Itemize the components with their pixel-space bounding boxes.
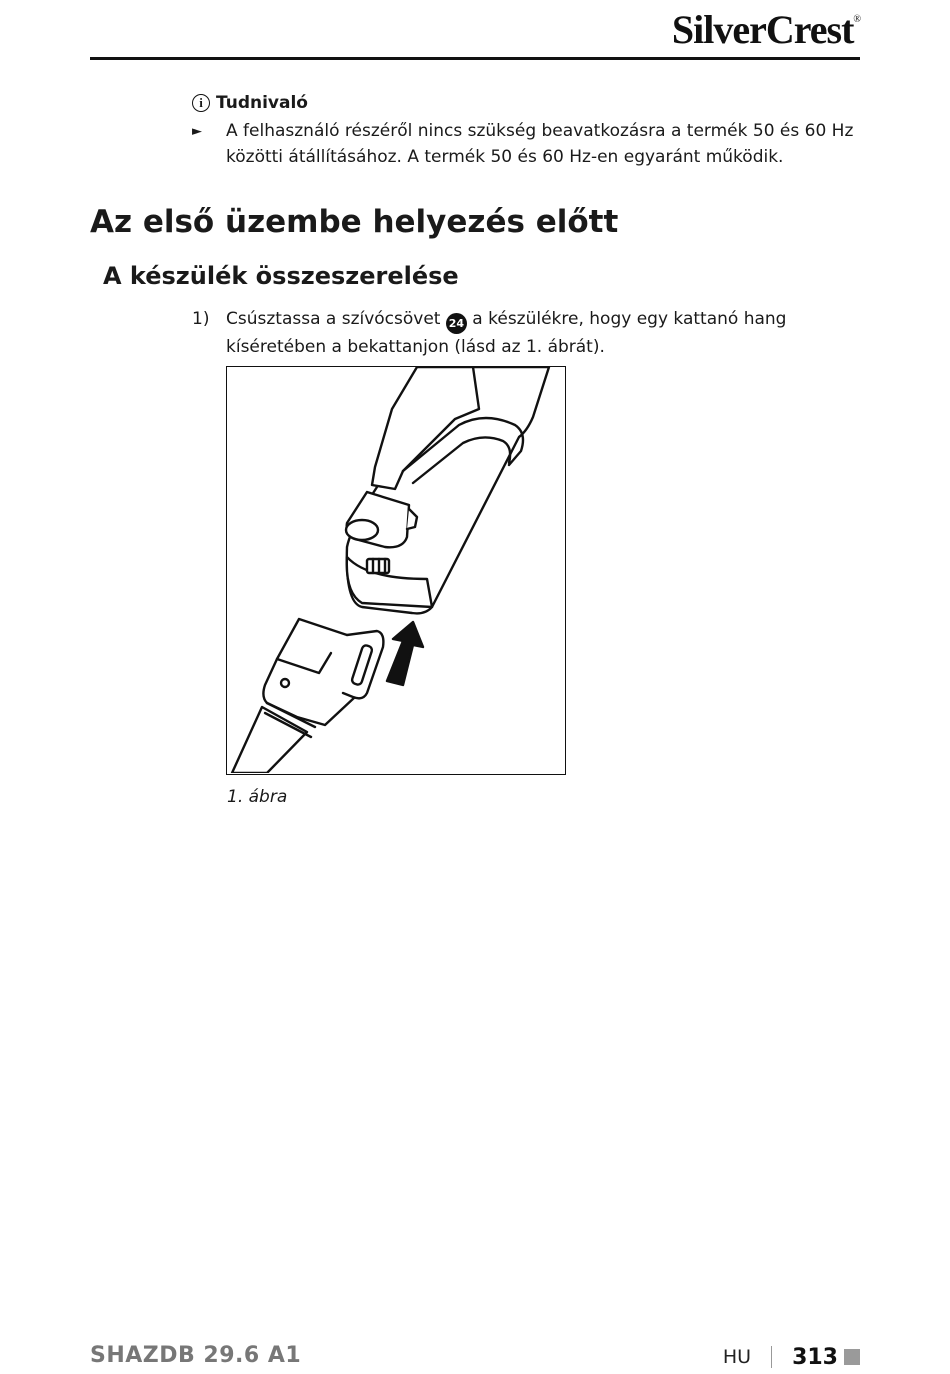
- language-code: HU: [722, 1346, 752, 1368]
- model-number: SHAZDB 29.6 A1: [90, 1343, 302, 1368]
- figure-caption: 1. ábra: [227, 787, 288, 807]
- header-rule: [90, 57, 860, 60]
- note-heading: [192, 90, 862, 116]
- triangle-right-icon: ►: [192, 124, 202, 139]
- brand-logo: SilverCrest®: [671, 7, 860, 52]
- note-item: [192, 118, 862, 170]
- info-icon: i: [192, 94, 210, 112]
- figure-1: [226, 366, 566, 775]
- note-box: [192, 90, 862, 170]
- note-text: A felhasználó részéről nincs szükség beavatkozásra a termék 50 és 60 Hz közötti átállításához. A termék 50 és 60 Hz-en egyaránt működik.: [226, 121, 854, 167]
- section-subtitle: A készülék összeszerelése: [103, 262, 459, 290]
- vacuum-assembly-illustration: [227, 367, 564, 773]
- step-number: 1): [192, 309, 210, 329]
- step-text: Csúsztassa a szívócsövet 24 a készülékre, hogy egy kattanó hang kíséretében a bekattanjon (lásd az 1. ábrát).: [226, 309, 787, 357]
- step-1: [192, 306, 862, 361]
- footer-divider: [771, 1346, 772, 1368]
- page-footer: [723, 1343, 860, 1371]
- section-title: Az első üzembe helyezés előtt: [90, 204, 619, 240]
- note-title: Tudnivaló: [216, 93, 308, 113]
- square-marker-icon: [844, 1349, 860, 1365]
- page-number: 313: [792, 1344, 838, 1370]
- part-number-badge: 24: [446, 313, 467, 334]
